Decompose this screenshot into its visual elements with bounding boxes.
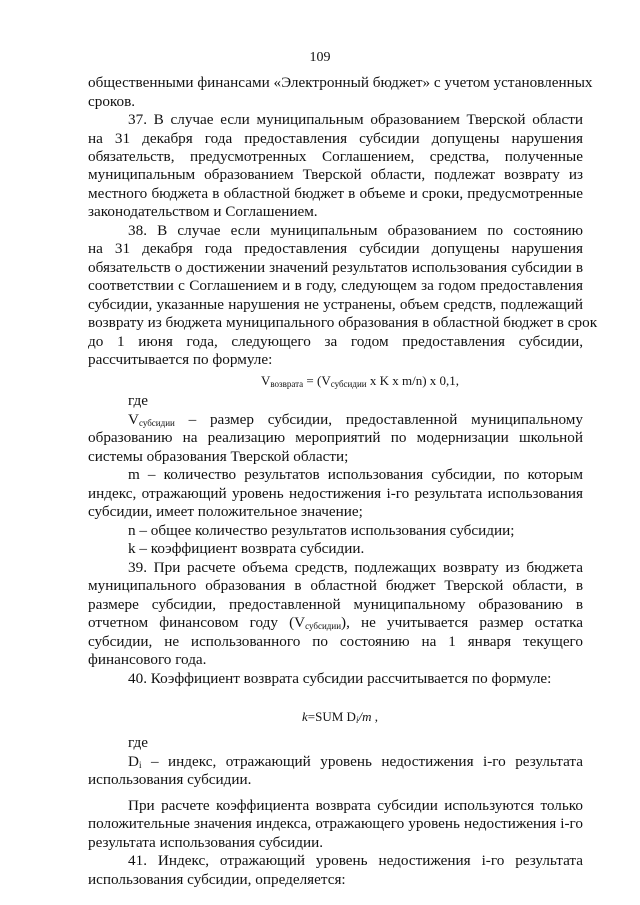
text-line: системы образования Тверской области; [88,448,349,465]
paragraph-41-start: 41. Индекс, отражающий уровень недостижения i-го результата [128,852,583,869]
formula-sub-vozvrata: возврата [270,379,304,389]
text-line: субсидии, указанные нарушения не устранены, объем средств, подлежащий [88,296,583,313]
text-line: субсидии, имеет положительное значение; [88,503,363,520]
paragraph-37-start: 37. В случае если муниципальным образованием Тверской области [128,111,583,128]
where-label: где [128,392,148,409]
definition-k: k – коэффициент возврата субсидии. [128,540,365,557]
text-part: отчетном финансовом году (V [88,614,306,631]
paragraph-40: 40. Коэффициент возврата субсидии рассчитывается по формуле: [128,670,552,687]
text-line: результата использования субсидии. [88,834,324,851]
definition-n: n – общее количество результатов использования субсидии; [128,522,515,539]
paragraph-calc-start: При расчете коэффициента возврата субсидии используются только [128,797,583,814]
formula-k [200,708,480,729]
formula-k-sub: i [355,715,359,725]
text-line: размере субсидии, предоставленной муниципальному образованию в [88,596,583,613]
text-line-vsub [88,614,583,635]
text-line: муниципальным образованием Тверской области, подлежат возврату из [88,166,583,183]
text-line: муниципального образования в областной бюджет Тверской области, в [88,577,583,594]
def-v-sub: субсидии [138,418,175,428]
def-v-text: – размер субсидии, предоставленной муниципальному [174,411,583,428]
text-part: ), не учитывается размер остатка [341,614,583,631]
text-line: обязательств, предусмотренных Соглашением, средства, полученные [88,148,583,165]
def-d-sub: i [138,760,142,770]
text-line: на 31 декабря года предоставления субсидии допущены нарушения [88,130,583,147]
where-label: где [128,734,148,751]
def-d-text: – индекс, отражающий уровень недостижения i-го результата [141,753,583,770]
formula-k-comma: , [374,709,378,724]
text-line: использования субсидии, определяется: [88,871,346,888]
text-line: до 1 июня года, следующего за годом предоставления субсидии, [88,333,583,350]
text-line: местного бюджета в областной бюджет в объеме и сроки, предусмотренные [88,185,583,202]
page-number: 109 [309,50,331,65]
text-line: соответствии с Соглашением и в году, следующем за годом предоставления [88,277,583,294]
text-line: использования субсидии. [88,771,252,788]
text-line: обязательств о достижении значений результатов использования субсидии в [88,259,583,276]
formula-mid: = (V [303,373,331,388]
paragraph-38-start: 38. В случае если муниципальным образованием по состоянию [128,222,583,239]
def-v: V [128,411,139,428]
text-line: образованию на реализацию мероприятий по модернизации школьной [88,429,583,446]
formula-k-eq: =SUM D [307,709,356,724]
text-line: финансового года. [88,651,207,668]
text-line: положительные значения индекса, отражающего уровень недостижения i-го [88,815,583,832]
formula-return-volume [160,372,560,393]
text-line: субсидии, не использованного по состоянию на 1 января текущего [88,633,583,650]
text-line: индекс, отражающий уровень недостижения i-го результата использования [88,485,583,502]
text-line: законодательством и Соглашением. [88,203,318,220]
paragraph-39-start: 39. При расчете объема средств, подлежащих возврату из бюджета [128,559,583,576]
formula-k-tail: /m [358,709,372,724]
def-d: D [128,753,139,770]
formula-v: V [260,373,271,388]
text-line: на 31 декабря года предоставления субсидии допущены нарушения [88,240,583,257]
text-line: возврату из бюджета муниципального образования в областной бюджет в срок [88,314,598,331]
definition-m: m – количество результатов использования субсидии, по которым [128,466,583,483]
formula-sub-subsidii: субсидии [330,379,367,389]
text-sub: субсидии [305,621,342,631]
formula-rest: x K x m/n) x 0,1, [366,373,460,388]
text-line: рассчитывается по формуле: [88,351,273,368]
text-line: сроков. [88,93,136,110]
formula-k-lhs: k [302,709,308,724]
text-line: общественными финансами «Электронный бюджет» с учетом установленных [88,74,593,91]
